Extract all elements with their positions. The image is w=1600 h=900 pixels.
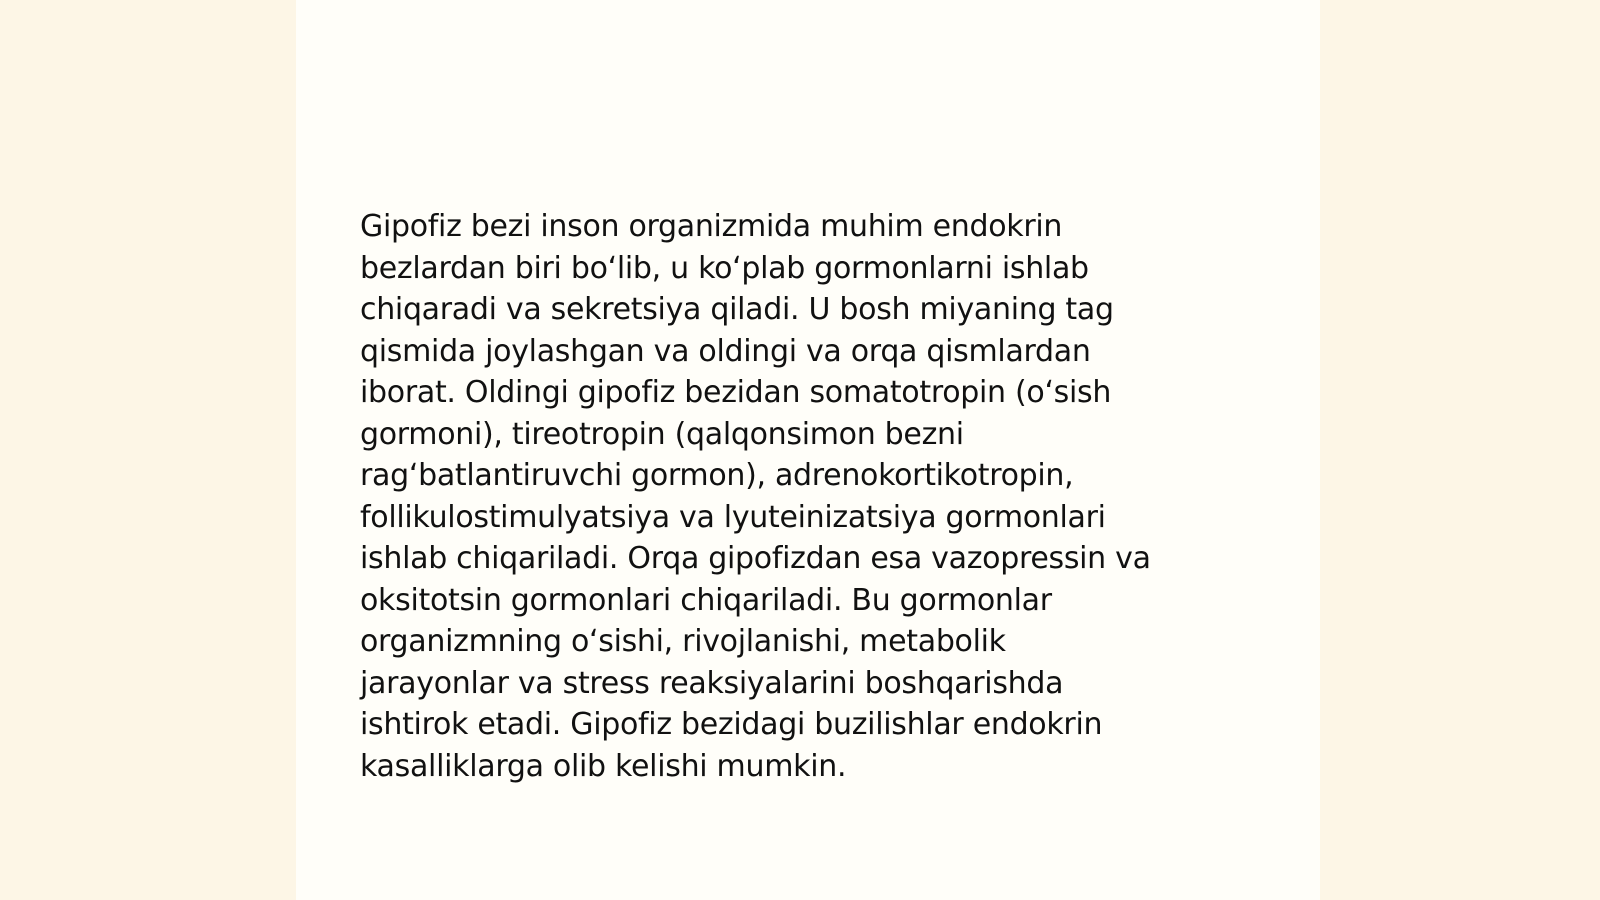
paragraph-line: iborat. Oldingi gipofiz bezidan somatotropin (o‘sish <box>360 375 1112 410</box>
paragraph-line: kasalliklarga olib kelishi mumkin. <box>360 748 847 784</box>
paragraph-line: rag‘batlantiruvchi gormon), adrenokortikotropin, <box>360 458 1074 493</box>
right-margin-panel <box>1320 0 1600 900</box>
document-page <box>296 0 1320 900</box>
paragraph-line: ishtirok etadi. Gipofiz bezidagi buzilishlar endokrin <box>360 707 1103 742</box>
paragraph-line: gormoni), tireotropin (qalqonsimon bezni <box>360 416 964 452</box>
paragraph-line: bezlardan biri bo‘lib, u ko‘plab gormonlarni ishlab <box>360 250 1089 286</box>
paragraph-line: chiqaradi va sekretsiya qiladi. U bosh miyaning tag <box>360 292 1114 327</box>
paragraph-line: jarayonlar va stress reaksiyalarini boshqarishda <box>360 665 1064 701</box>
paragraph-line: Gipofiz bezi inson organizmida muhim endokrin <box>360 209 1063 244</box>
paragraph-line: ishlab chiqariladi. Orqa gipofizdan esa vazopressin va <box>360 541 1151 576</box>
paragraph-line: organizmning o‘sishi, rivojlanishi, metabolik <box>360 624 1006 659</box>
paragraph-line: follikulostimulyatsiya va lyuteinizatsiya gormonlari <box>360 499 1106 535</box>
paragraph-line: oksitotsin gormonlari chiqariladi. Bu gormonlar <box>360 582 1052 618</box>
left-margin-panel <box>0 0 296 900</box>
body-paragraph <box>360 206 1240 787</box>
paragraph-line: qismida joylashgan va oldingi va orqa qismlardan <box>360 333 1091 369</box>
